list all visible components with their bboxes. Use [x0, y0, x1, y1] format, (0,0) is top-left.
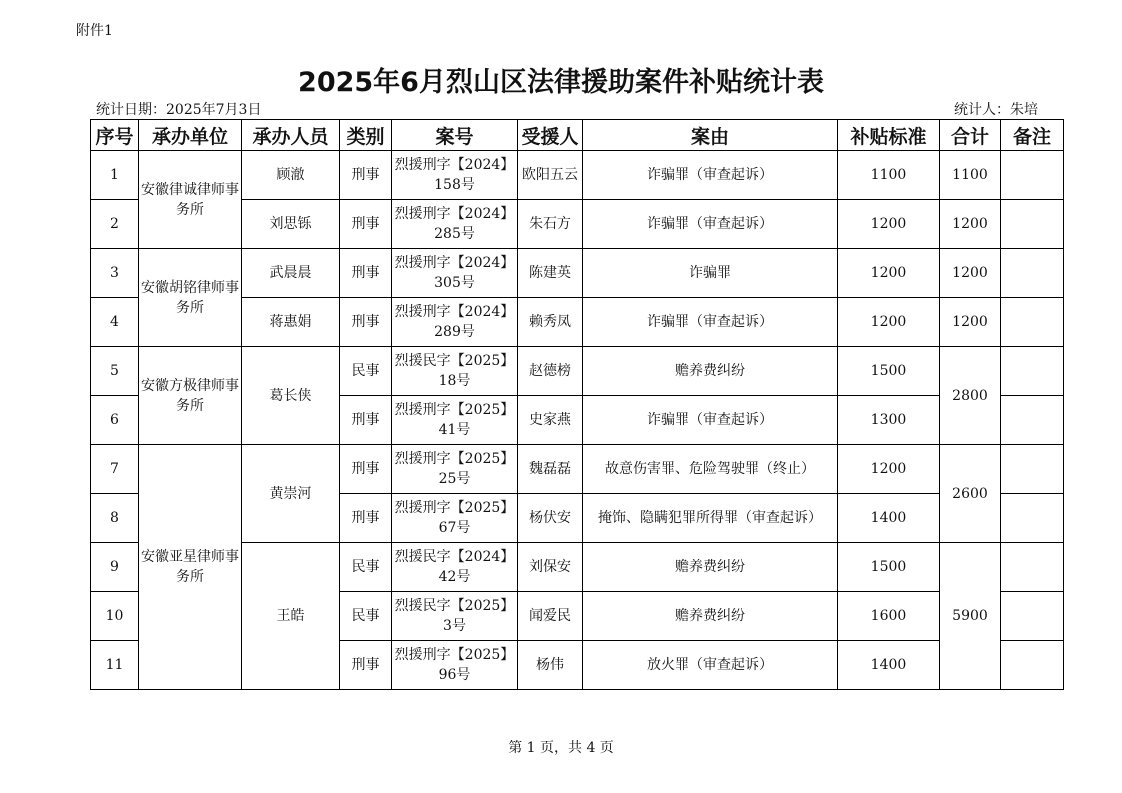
type-cell: 刑事: [340, 494, 392, 543]
lawyer-cell: 刘思铄: [242, 200, 340, 249]
unit-cell: 安徽律诚律师事务所: [139, 151, 242, 249]
case-no-cell: 烈援刑字【2025】96号: [392, 641, 518, 690]
client-cell: 杨伏安: [518, 494, 583, 543]
subsidy-cell: 1100: [838, 151, 940, 200]
total-cell: 1200: [940, 200, 1001, 249]
cause-cell: 故意伤害罪、危险驾驶罪（终止）: [583, 445, 838, 494]
remark-cell: [1001, 151, 1064, 200]
subsidy-table: [90, 119, 1064, 690]
statistician: 统计人：朱培: [954, 102, 1038, 118]
cause-cell: 赡养费纠纷: [583, 347, 838, 396]
subsidy-cell: 1400: [838, 494, 940, 543]
total-cell: 2600: [940, 445, 1001, 543]
type-cell: 刑事: [340, 445, 392, 494]
header-case-no: 案号: [392, 120, 518, 151]
remark-cell: [1001, 249, 1064, 298]
header-unit: 承办单位: [139, 120, 242, 151]
remark-cell: [1001, 494, 1064, 543]
total-cell: 1200: [940, 298, 1001, 347]
type-cell: 刑事: [340, 151, 392, 200]
row-no: 4: [91, 298, 139, 347]
type-cell: 刑事: [340, 396, 392, 445]
subsidy-cell: 1200: [838, 200, 940, 249]
case-no-cell: 烈援刑字【2024】158号: [392, 151, 518, 200]
row-no: 5: [91, 347, 139, 396]
cause-cell: 诈骗罪（审查起诉）: [583, 200, 838, 249]
total-cell: 1100: [940, 151, 1001, 200]
client-cell: 魏磊磊: [518, 445, 583, 494]
case-no-cell: 烈援刑字【2025】67号: [392, 494, 518, 543]
table-row: [91, 347, 1064, 396]
total-cell: 1200: [940, 249, 1001, 298]
case-no-cell: 烈援刑字【2024】289号: [392, 298, 518, 347]
client-cell: 史家燕: [518, 396, 583, 445]
total-cell: 5900: [940, 543, 1001, 690]
type-cell: 民事: [340, 592, 392, 641]
row-no: 2: [91, 200, 139, 249]
header-client: 受援人: [518, 120, 583, 151]
stat-date: 统计日期：2025年7月3日: [96, 102, 262, 118]
subsidy-cell: 1300: [838, 396, 940, 445]
row-no: 6: [91, 396, 139, 445]
table-row: [91, 151, 1064, 200]
lawyer-cell: 黄崇河: [242, 445, 340, 543]
type-cell: 刑事: [340, 249, 392, 298]
remark-cell: [1001, 592, 1064, 641]
header-cause: 案由: [583, 120, 838, 151]
client-cell: 欧阳五云: [518, 151, 583, 200]
page-footer: 第 1 页，共 4 页: [508, 740, 614, 756]
lawyer-cell: 武晨晨: [242, 249, 340, 298]
type-cell: 民事: [340, 543, 392, 592]
cause-cell: 诈骗罪（审查起诉）: [583, 298, 838, 347]
subsidy-cell: 1500: [838, 543, 940, 592]
header-no: 序号: [91, 120, 139, 151]
subsidy-cell: 1600: [838, 592, 940, 641]
subsidy-cell: 1200: [838, 249, 940, 298]
remark-cell: [1001, 396, 1064, 445]
remark-cell: [1001, 641, 1064, 690]
subsidy-cell: 1400: [838, 641, 940, 690]
attachment-label: 附件1: [76, 23, 113, 39]
row-no: 3: [91, 249, 139, 298]
remark-cell: [1001, 543, 1064, 592]
lawyer-cell: 王皓: [242, 543, 340, 690]
header-lawyer: 承办人员: [242, 120, 340, 151]
cause-cell: 赡养费纠纷: [583, 543, 838, 592]
type-cell: 刑事: [340, 641, 392, 690]
type-cell: 刑事: [340, 200, 392, 249]
row-no: 7: [91, 445, 139, 494]
lawyer-cell: 顾澈: [242, 151, 340, 200]
cause-cell: 放火罪（审查起诉）: [583, 641, 838, 690]
case-no-cell: 烈援刑字【2024】305号: [392, 249, 518, 298]
subsidy-cell: 1200: [838, 298, 940, 347]
header-total: 合计: [940, 120, 1001, 151]
cause-cell: 诈骗罪（审查起诉）: [583, 151, 838, 200]
cause-cell: 诈骗罪: [583, 249, 838, 298]
table-row: [91, 445, 1064, 494]
client-cell: 赵德榜: [518, 347, 583, 396]
client-cell: 刘保安: [518, 543, 583, 592]
header-type: 类别: [340, 120, 392, 151]
total-cell: 2800: [940, 347, 1001, 445]
header-row: [91, 120, 1064, 151]
header-subsidy: 补贴标准: [838, 120, 940, 151]
unit-cell: 安徽亚星律师事务所: [139, 445, 242, 690]
cause-cell: 赡养费纠纷: [583, 592, 838, 641]
unit-cell: 安徽方极律师事务所: [139, 347, 242, 445]
subsidy-cell: 1200: [838, 445, 940, 494]
case-no-cell: 烈援刑字【2025】25号: [392, 445, 518, 494]
case-no-cell: 烈援刑字【2025】41号: [392, 396, 518, 445]
unit-cell: 安徽胡铭律师事务所: [139, 249, 242, 347]
remark-cell: [1001, 347, 1064, 396]
cause-cell: 掩饰、隐瞒犯罪所得罪（审查起诉）: [583, 494, 838, 543]
lawyer-cell: 葛长侠: [242, 347, 340, 445]
row-no: 10: [91, 592, 139, 641]
row-no: 1: [91, 151, 139, 200]
type-cell: 刑事: [340, 298, 392, 347]
table-row: [91, 249, 1064, 298]
header-remark: 备注: [1001, 120, 1064, 151]
remark-cell: [1001, 200, 1064, 249]
client-cell: 闻爱民: [518, 592, 583, 641]
client-cell: 朱石方: [518, 200, 583, 249]
client-cell: 陈建英: [518, 249, 583, 298]
cause-cell: 诈骗罪（审查起诉）: [583, 396, 838, 445]
type-cell: 民事: [340, 347, 392, 396]
remark-cell: [1001, 298, 1064, 347]
case-no-cell: 烈援民字【2025】3号: [392, 592, 518, 641]
row-no: 8: [91, 494, 139, 543]
row-no: 11: [91, 641, 139, 690]
case-no-cell: 烈援民字【2024】42号: [392, 543, 518, 592]
remark-cell: [1001, 445, 1064, 494]
client-cell: 赖秀凤: [518, 298, 583, 347]
subsidy-cell: 1500: [838, 347, 940, 396]
client-cell: 杨伟: [518, 641, 583, 690]
page-title: 2025年6月烈山区法律援助案件补贴统计表: [298, 67, 824, 98]
lawyer-cell: 蒋惠娟: [242, 298, 340, 347]
case-no-cell: 烈援民字【2025】18号: [392, 347, 518, 396]
row-no: 9: [91, 543, 139, 592]
case-no-cell: 烈援刑字【2024】285号: [392, 200, 518, 249]
